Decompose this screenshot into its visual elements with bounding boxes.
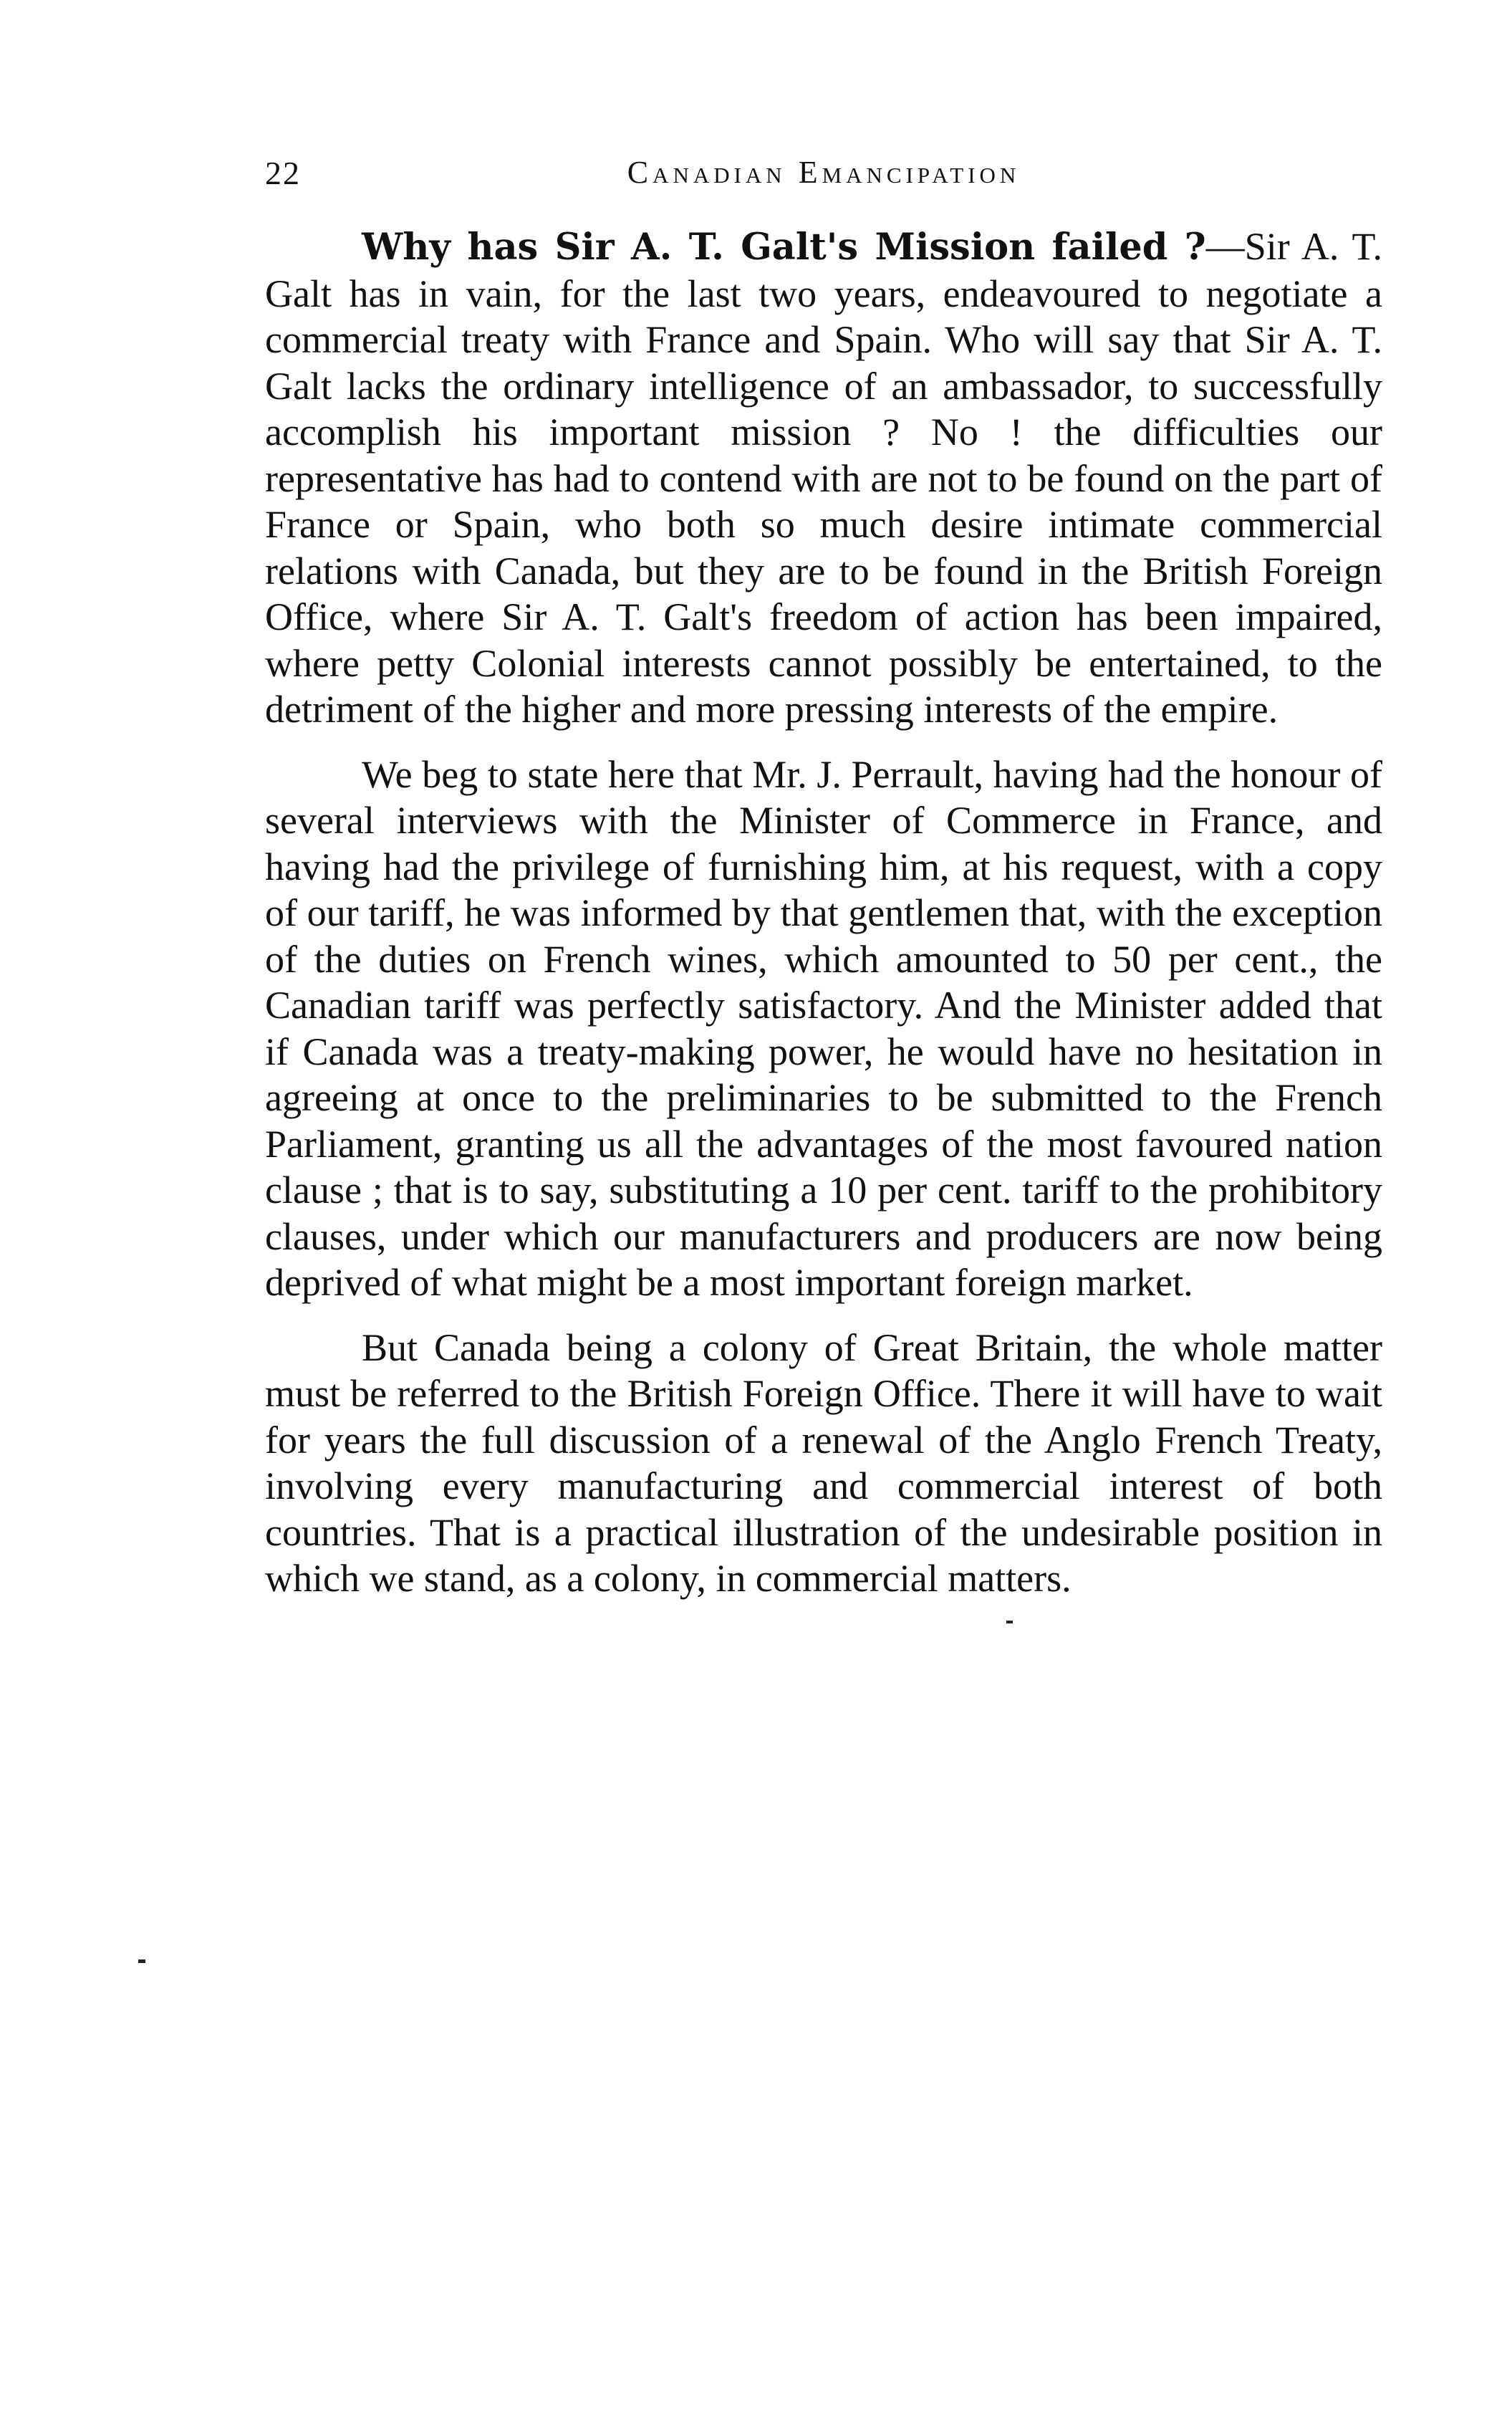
running-title: Canadian Emancipation bbox=[627, 155, 1021, 190]
paragraph-text: —Sir A. T. Galt has in vain, for the last two years, endeavoured to negotiate a commercial treaty with France and Spain. Who will say that Sir A. T. Galt lacks the ordinary intelligence of an ambassador, to successfully accomplish his important mission ? No ! the difficulties our representative has had to contend with are not to be found on the part of France or Spain, who both so much desire intimate commercial relations with Canada, but they are to be found in the British Foreign Office, where Sir A. T. Galt's freedom of action has been impaired, where petty Colonial interests cannot possibly be entertained, to the detriment of the higher and more pressing interests of the empire. bbox=[265, 225, 1382, 731]
paragraph-text: We beg to state here that Mr. J. Perrault, having had the honour of several interviews with the Minister of Commerce in France, and having had the privilege of furnishing him, at his request, with a copy of our tariff, he was informed by that gentlemen that, with the exception of the duties on French wines, which amounted to 50 per cent., the Canadian tariff was perfectly satisfactory. And the Minister added that if Canada was a treaty-making power, he would have no hesitation in agreeing at once to the preliminaries to be submitted to the French Parliament, granting us all the advantages of the most favoured nation clause ; that is to say, substituting a 10 per cent. tariff to the prohibitory clauses, under which our manufacturers and producers are now being deprived of what might be a most important foreign market. bbox=[265, 752, 1382, 1304]
paragraph-text: But Canada being a colony of Great Britain, the whole matter must be referred to the British Foreign Office. There it will have to wait for years the full discussion of a renewal of the Anglo French Treaty, involving every manufacturing and commercial interest of both countries. That is a practical illustration of the undesirable position in which we stand, as a colony, in commercial matters. bbox=[265, 1325, 1382, 1600]
page-number: 22 bbox=[265, 155, 301, 191]
paragraph-galt-mission bbox=[265, 224, 1382, 733]
paragraph-colony-position bbox=[265, 1325, 1382, 1602]
running-head bbox=[265, 154, 1382, 197]
body-text bbox=[265, 224, 1382, 1621]
print-speck bbox=[1006, 1621, 1013, 1623]
paragraph-perrault-interviews bbox=[265, 752, 1382, 1306]
print-speck bbox=[138, 1959, 145, 1963]
paragraph-heading: Why has Sir A. T. Galt's Mission failed ? bbox=[362, 226, 1206, 269]
